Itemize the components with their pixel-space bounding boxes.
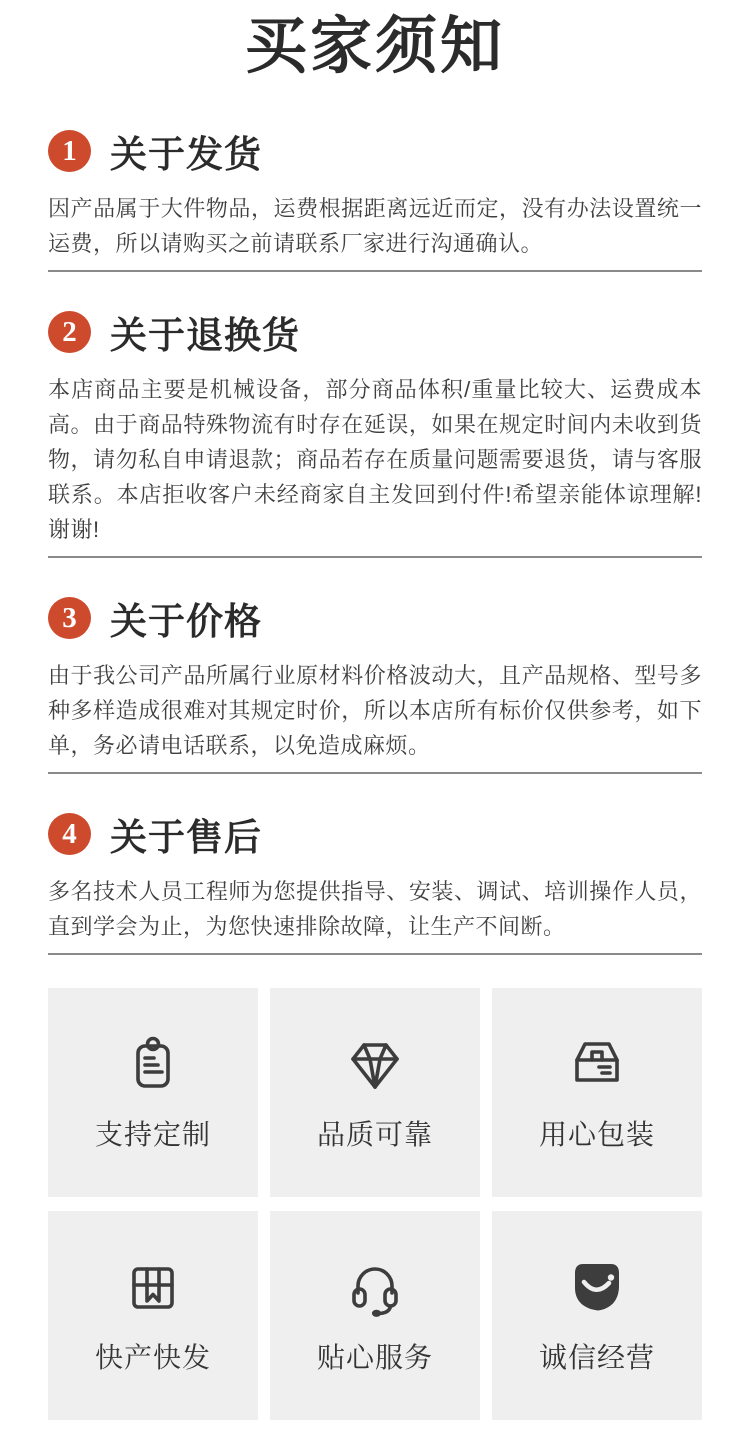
feature-label: 用心包装	[538, 1118, 655, 1150]
section-header	[48, 591, 702, 645]
section-header	[48, 305, 702, 359]
feature-card-fast-shipping	[48, 1211, 258, 1420]
feature-label: 诚信经营	[538, 1341, 655, 1373]
smile-icon	[565, 1256, 629, 1320]
page-title: 买家须知	[244, 12, 505, 81]
section-divider	[48, 772, 702, 774]
package-icon	[121, 1256, 185, 1320]
section-heading: 关于发货	[110, 134, 262, 175]
feature-label: 快产快发	[94, 1341, 211, 1373]
headset-icon	[343, 1256, 407, 1320]
section-body-text: 因产品属于大件物品，运费根据距离远近而定，没有办法设置统一运费，所以请购买之前请联系厂家进行沟通确认。	[48, 196, 702, 256]
section-header	[48, 124, 702, 178]
number-badge: 3	[48, 597, 91, 639]
section-heading: 关于售后	[110, 817, 262, 858]
section-pricing	[48, 591, 702, 774]
section-divider	[48, 953, 702, 955]
feature-card-integrity	[492, 1211, 702, 1420]
box-icon	[565, 1033, 629, 1097]
feature-card-customization	[48, 988, 258, 1197]
diamond-icon	[343, 1033, 407, 1097]
section-divider	[48, 556, 702, 558]
feature-card-quality	[270, 988, 480, 1197]
feature-grid	[48, 988, 702, 1420]
feature-card-packaging	[492, 988, 702, 1197]
feature-card-service	[270, 1211, 480, 1420]
number-badge: 2	[48, 311, 91, 353]
notice-content	[0, 124, 750, 1420]
number-badge: 4	[48, 813, 91, 855]
feature-label: 支持定制	[94, 1118, 211, 1150]
feature-label: 品质可靠	[316, 1118, 433, 1150]
section-header	[48, 807, 702, 861]
number-badge: 1	[48, 130, 91, 172]
section-shipping	[48, 124, 702, 272]
section-divider	[48, 270, 702, 272]
feature-label: 贴心服务	[316, 1341, 433, 1373]
section-heading: 关于退换货	[110, 315, 300, 356]
section-heading: 关于价格	[110, 601, 262, 642]
section-body-text: 由于我公司产品所属行业原材料价格波动大，且产品规格、型号多种多样造成很难对其规定时价，所以本店所有标价仅供参考，如下单，务必请电话联系，以免造成麻烦。	[48, 663, 702, 758]
section-aftersales	[48, 807, 702, 955]
clipboard-icon	[121, 1033, 185, 1097]
section-body-text: 本店商品主要是机械设备，部分商品体积/重量比较大、运费成本高。由于商品特殊物流有时存在延误，如果在规定时间内未收到货物，请勿私自申请退款；商品若存在质量问题需要退货，请与客服联系。本店拒收客户未经商家自主发回到付件!希望亲能体谅理解!谢谢!	[48, 377, 702, 542]
section-body-text: 多名技术人员工程师为您提供指导、安装、调试、培训操作人员，直到学会为止，为您快速排除故障，让生产不间断。	[48, 879, 702, 939]
section-returns	[48, 305, 702, 558]
